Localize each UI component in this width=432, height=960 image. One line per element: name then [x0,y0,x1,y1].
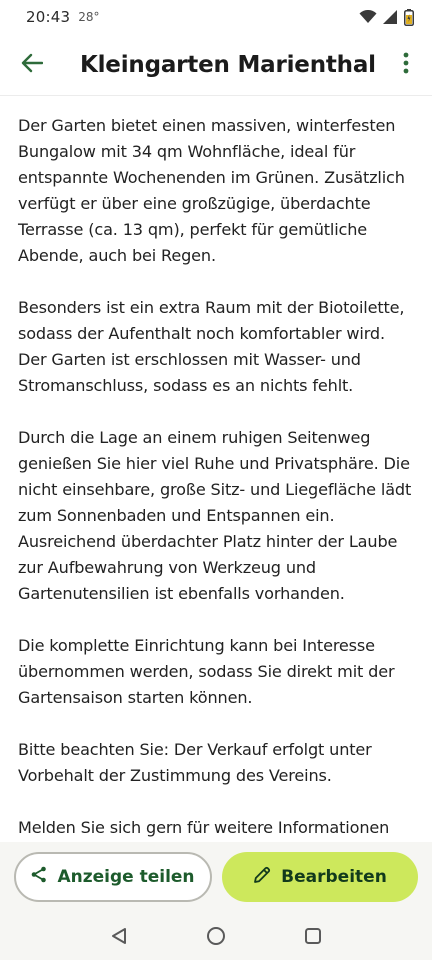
status-bar [0,0,432,34]
page-title: Kleingarten Marienthal [80,51,376,78]
description-paragraph: Melden Sie sich gern für weitere Informationen [18,818,390,837]
description-paragraph: Besonders ist ein extra Raum mit der Biotoilette, sodass der Aufenthalt noch komfortabler wird. Der Garten ist erschlossen mit Wasser- und Stromanschluss, sodass es an nichts fehlt. [18,298,405,395]
description-paragraph: Bitte beachten Sie: Der Verkauf erfolgt unter Vorbehalt der Zustimmung des Vereins. [18,740,372,785]
status-time: 20:43 [26,8,71,26]
action-bar [0,842,432,912]
edit-button-label: Bearbeiten [281,867,387,887]
recents-square-icon[interactable] [304,927,322,945]
edit-button[interactable] [222,852,418,902]
back-triangle-icon[interactable] [110,927,128,945]
share-icon [31,866,47,888]
battery-icon [404,9,414,26]
app-bar [0,34,432,96]
share-listing-button[interactable] [14,852,212,902]
home-circle-icon[interactable] [206,926,226,946]
back-button[interactable] [0,34,64,96]
more-options-button[interactable] [380,34,432,96]
status-temperature: 28° [78,10,100,24]
share-button-label: Anzeige teilen [57,867,195,887]
description-paragraph: Der Garten bietet einen massiven, winterfesten Bungalow mit 34 qm Wohnfläche, ideal für entspannte Wochenenden im Grünen. Zusätzlich verfügt er über eine großzügige, überdachte Terrasse (ca. 13 qm), perfekt für gemütliche Abende, auch bei Regen. [18,116,405,265]
signal-icon [383,10,398,24]
description-paragraph: Durch die Lage an einem ruhigen Seitenweg genießen Sie hier viel Ruhe und Privatsphäre. Die nicht einsehbare, große Sitz- und Liegefläche lädt zum Sonnenbaden und Entspannen ein. Ausreichend überdachter Platz hinter der Laube zur Aufbewahrung von Werkzeug und Gartenutensilien ist ebenfalls vorhanden. [18,428,412,603]
system-nav-bar [0,912,432,960]
pencil-icon [253,866,271,889]
more-vertical-icon [403,52,409,78]
arrow-left-icon [21,53,43,77]
description-paragraph: Die komplette Einrichtung kann bei Interesse übernommen werden, sodass Sie direkt mit der Gartensaison starten können. [18,636,395,707]
description-content [0,97,432,842]
wifi-icon [359,10,377,24]
status-icons [359,9,414,26]
